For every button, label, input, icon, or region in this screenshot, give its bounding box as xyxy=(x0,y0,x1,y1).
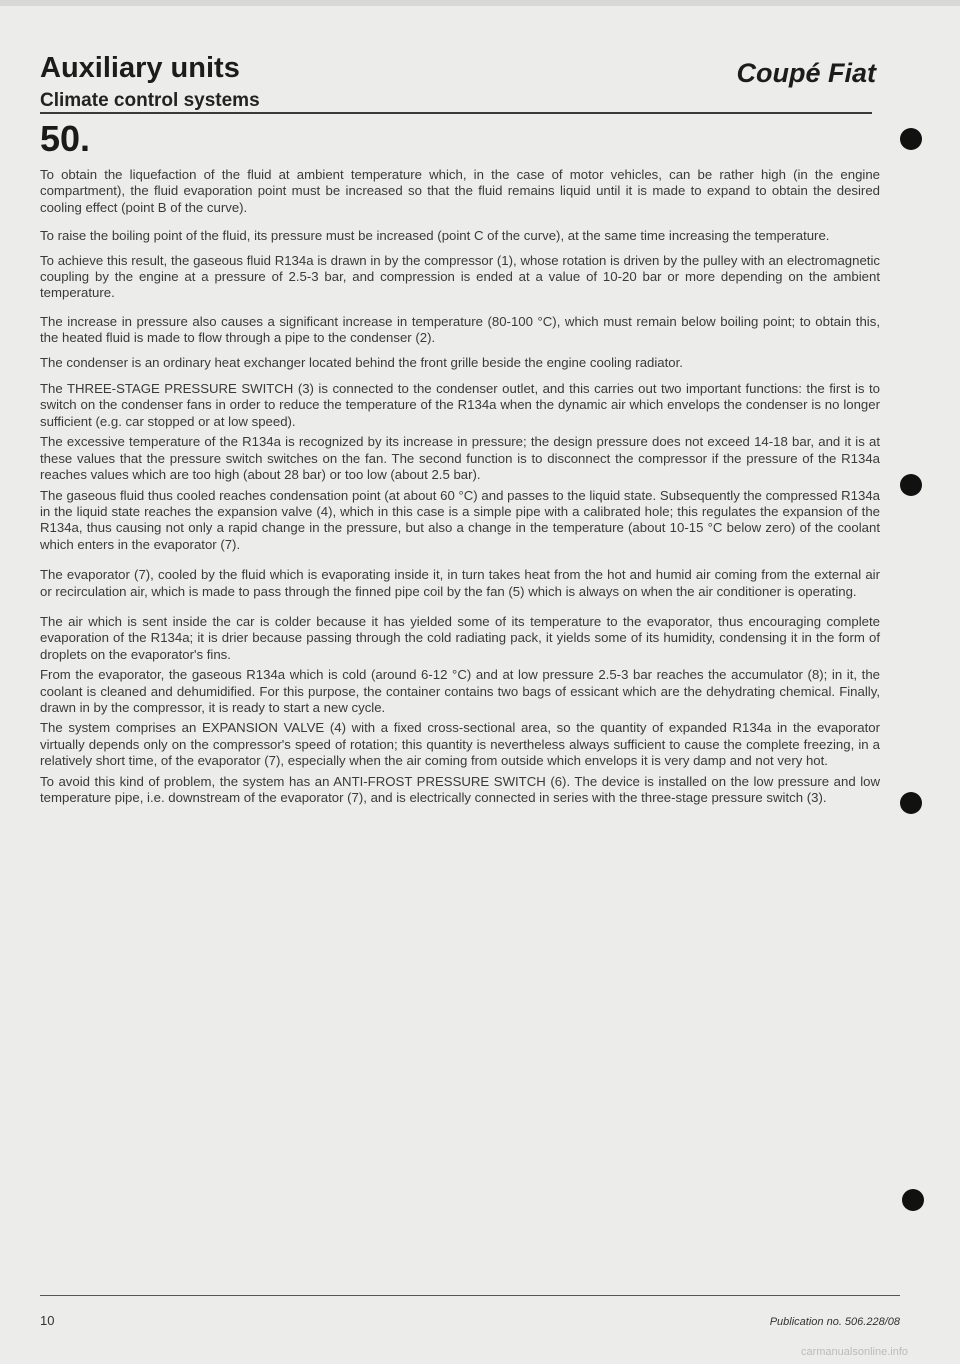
watermark: carmanualsonline.info xyxy=(800,1346,908,1358)
footer-rule xyxy=(40,1295,900,1296)
paragraph: The condenser is an ordinary heat exchanger located behind the front grille beside the engine cooling radiator. xyxy=(40,354,683,370)
section-subtitle: Climate control systems xyxy=(40,90,260,111)
section-number: 50. xyxy=(40,118,91,159)
binder-hole-mark xyxy=(900,474,922,496)
paragraph: To obtain the liquefaction of the fluid at ambient temperature which, in the case of motor vehicles, can be rather high (in the engine compartment), the fluid evaporation point must be increased so that the fluid remains liquid until it is made to expand to obtain the desired cooling effect (point B of the curve). xyxy=(40,167,880,215)
paragraph: To avoid this kind of problem, the system has an ANTI-FROST PRESSURE SWITCH (6). The device is installed on the low pressure and low temperature pipe, i.e. downstream of the evaporator (7), and is electrically connected in series with the three-stage pressure switch (3). xyxy=(40,773,880,805)
top-edge-line xyxy=(0,0,960,6)
paragraph: The excessive temperature of the R134a is recognized by its increase in pressure; the design pressure does not exceed 14-18 bar, and it is at these values that the pressure switch switches on the fan. The second function is to disconnect the compressor if the pressure of the R134a reaches values which are too high (about 28 bar) or too low (about 2.5 bar). xyxy=(40,434,880,483)
paragraph: The evaporator (7), cooled by the fluid which is evaporating inside it, in turn takes heat from the hot and humid air coming from the external air or recirculation air, which is made to pass through the finned pipe coil by the fan (5) which is always on when the air conditioner is operating. xyxy=(40,567,880,599)
binder-hole-mark xyxy=(902,1189,924,1211)
binder-hole-mark xyxy=(900,792,922,814)
page-number: 10 xyxy=(40,1313,55,1328)
brand-title: Coupé Fiat xyxy=(736,58,876,88)
paragraph: The THREE-STAGE PRESSURE SWITCH (3) is connected to the condenser outlet, and this carries out two important functions: the first is to switch on the condenser fans in order to reduce the temperature of the R134a when the dynamic air which envelops the condenser is no longer sufficient (e.g. car stopped or at low speed). xyxy=(40,381,880,429)
paragraph: The air which is sent inside the car is colder because it has yielded some of its temperature to the evaporator, thus encouraging complete evaporation of the R134a; it is drier because passing through the cold radiating pack, it yields some of its humidity, condensing it in the form of droplets on the evaporator's fins. xyxy=(40,613,880,662)
publication-number: Publication no. 506.228/08 xyxy=(769,1316,900,1328)
paragraph: The system comprises an EXPANSION VALVE (4) with a fixed cross-sectional area, so the quantity of expanded R134a in the evaporator virtually depends only on the compressor's speed of rotation; this quantity is nevertheless always sufficient to cause the complete freezing, in a relatively short time, of the evaporator (7), especially when the air coming from outside which envelops it is very damp and not very hot. xyxy=(40,720,880,769)
paragraph: To raise the boiling point of the fluid, its pressure must be increased (point C of the curve), at the same time increasing the temperature. xyxy=(40,228,830,244)
body-text xyxy=(40,167,880,806)
paragraph: To achieve this result, the gaseous fluid R134a is drawn in by the compressor (1), whose rotation is driven by the pulley with an electromagnetic coupling by the engine at a pressure of 2.5-3 bar, and compression is ended at a value of 10-20 bar or more depending on the ambient temperature. xyxy=(40,252,880,301)
binder-hole-mark xyxy=(900,128,922,150)
paragraph: The increase in pressure also causes a significant increase in temperature (80-100 °C), which must remain below boiling point; to obtain this, the heated fluid is made to flow through a pipe to the condenser (2). xyxy=(40,313,880,346)
paragraph: From the evaporator, the gaseous R134a which is cold (around 6-12 °C) and at low pressure 2.5-3 bar reaches the accumulator (8); in it, the coolant is cleaned and dehumidified. For this purpose, the container contains two bags of essicant which are the dehydrating chemical. Finally, drawn in by the compressor, it is ready to start a new cycle. xyxy=(40,667,880,715)
header-rule xyxy=(40,112,872,114)
page-title: Auxiliary units xyxy=(40,52,240,84)
paragraph: The gaseous fluid thus cooled reaches condensation point (at about 60 °C) and passes to the liquid state. Subsequently the compressed R134a in the liquid state reaches the expansion valve (4), which in this case is a simple pipe with a calibrated hole; this regulates the expansion of the R134a, thus causing not only a rapid change in the pressure, but also a change in the temperature (about 10-15 °C below zero) of the coolant which enters in the evaporator (7). xyxy=(40,487,880,552)
